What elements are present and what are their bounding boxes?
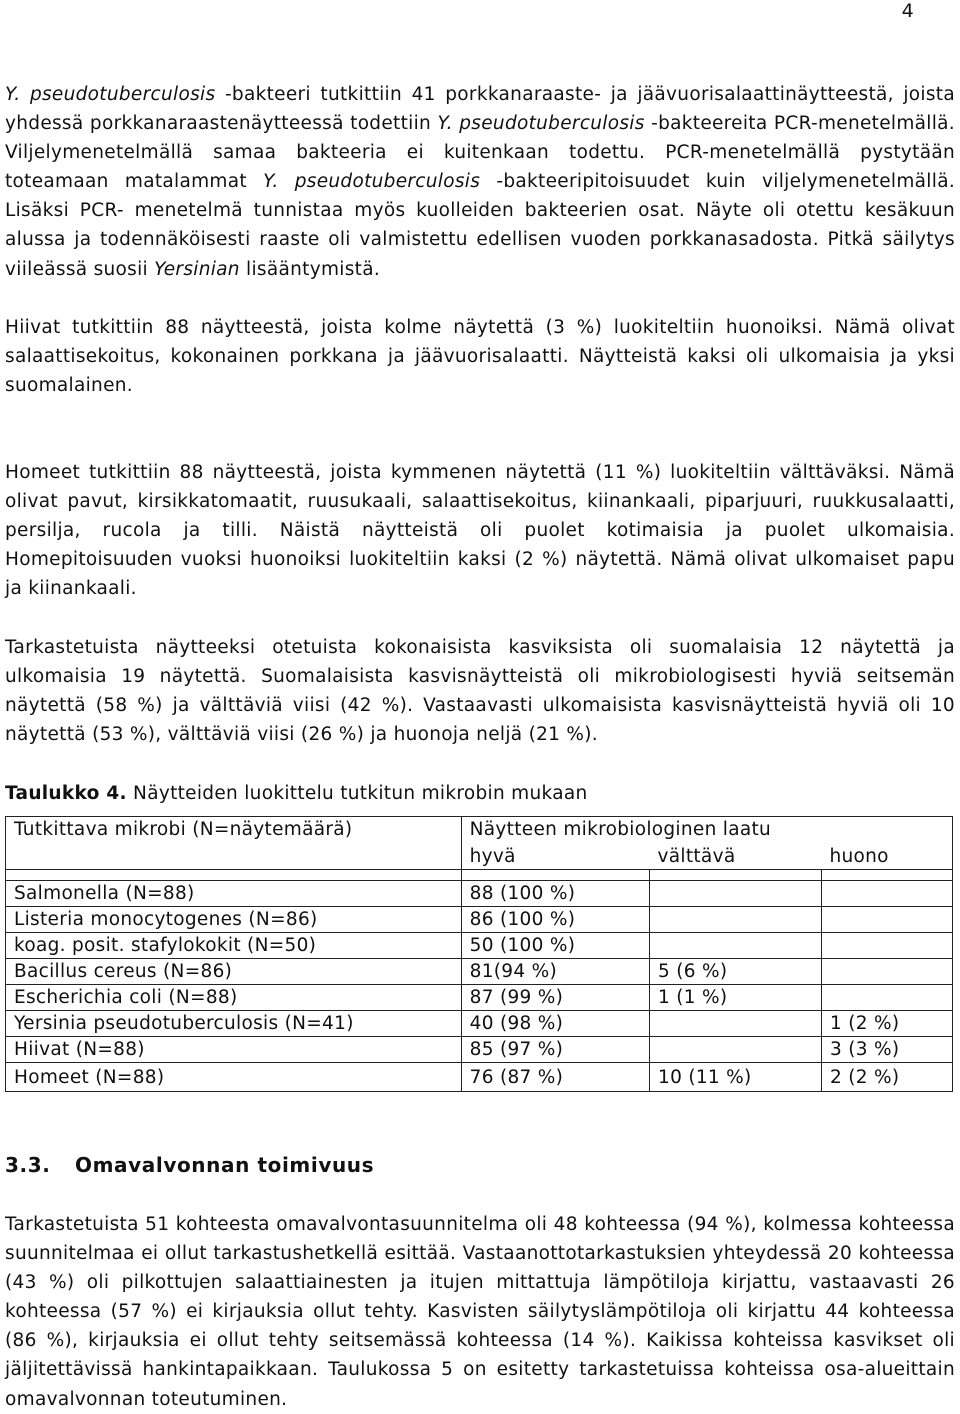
table-header-row <box>6 817 953 845</box>
paragraph-text: -bakteeri tutkittiin 41 porkkanaraaste- ja jäävuorisalaattinäytteestä, joista yhdessä porkkanaraastenäytteessä todettiin <box>5 84 955 135</box>
table-row <box>6 907 953 933</box>
table-cell-fair: 10 (11 %) <box>650 1063 822 1092</box>
table-caption-text: Näytteiden luokittelu tutkitun mikrobin mukaan <box>126 783 588 804</box>
paragraph-self-monitoring: Tarkastetuista 51 kohteesta omavalvontasuunnitelma oli 48 kohteessa (94 %), kolmessa kohteessa suunnitelmaa ei ollut tarkastushetkellä esittää. Vastaanottotarkastuksien yhteydessä 20 kohteessa (43 %) oli pilkottujen salaattiainesten ja itujen mittattuja lämpötiloja kirjattu, vastaavasti 26 kohteessa (57 %) ei kirjauksia ollut tehty. Kasvisten säilytyslämpötiloja oli kirjattu 44 kohteessa (86 %), kirjauksia ei ollut tehty seitsemässä kohteessa (14 %). Kaikissa kohteissa kasvikset oli jäljitettävissä hankintapaikkaan. Taulukossa 5 on esitetty tarkastetuissa kohteissa osa-alueittain omavalvonnan toteutuminen. <box>5 1214 955 1410</box>
species-name-italic: Y. pseudotuberculosis <box>437 113 645 135</box>
table-cell-good: 86 (100 %) <box>461 907 649 933</box>
table-cell-fair <box>650 933 822 959</box>
section-heading <box>5 1153 374 1177</box>
table-row <box>6 881 953 907</box>
table-row <box>6 1063 953 1092</box>
table-cell-good: 76 (87 %) <box>461 1063 649 1092</box>
table-caption-label: Taulukko 4. <box>5 783 127 804</box>
species-name-italic: Y. pseudotuberculosis <box>263 171 481 193</box>
table-cell-good: 88 (100 %) <box>461 881 649 907</box>
paragraph-text: -bakteeripitoisuudet kuin viljelymenetelmällä. Lisäksi PCR- menetelmä tunnistaa myös kuolleiden bakteerien osat. Näyte oli otettu kesäkuun alussa ja todennäköisesti raaste oli valmistettu edellisen vuoden porkkanasadosta. Pitkä säilytys viileässä suosii <box>5 171 956 280</box>
table-subheader-good: hyvä <box>461 844 649 870</box>
table-cell-good: 50 (100 %) <box>461 933 649 959</box>
paragraph-yersinia <box>5 80 955 284</box>
table-cell-fair: 1 (1 %) <box>650 985 822 1011</box>
table-cell-microbe: Yersinia pseudotuberculosis (N=41) <box>6 1011 462 1037</box>
table-caption <box>5 779 588 808</box>
table-cell-poor <box>821 985 952 1011</box>
table-cell-good: 40 (98 %) <box>461 1011 649 1037</box>
table-subheader-poor: huono <box>821 844 952 870</box>
table-cell-microbe: koag. posit. stafylokokit (N=50) <box>6 933 462 959</box>
paragraph-text: lisääntymistä. <box>239 258 381 280</box>
genus-name-italic: Yersinian <box>154 258 240 280</box>
section-title: Omavalvonnan toimivuus <box>75 1153 375 1177</box>
table-cell-poor: 1 (2 %) <box>821 1011 952 1037</box>
table-cell-poor <box>821 933 952 959</box>
table-cell-microbe: Escherichia coli (N=88) <box>6 985 462 1011</box>
species-name-italic: Y. pseudotuberculosis <box>5 84 216 105</box>
table-cell-fair <box>650 907 822 933</box>
table-cell-fair <box>650 881 822 907</box>
table-cell-fair: 5 (6 %) <box>650 959 822 985</box>
table-header-microbe: Tutkittava mikrobi (N=näytemäärä) <box>6 817 462 870</box>
table-cell-poor <box>821 881 952 907</box>
table-cell-poor <box>821 907 952 933</box>
table-row <box>6 1037 953 1063</box>
table-subheader-fair: välttävä <box>650 844 822 870</box>
table-cell-poor: 2 (2 %) <box>821 1063 952 1092</box>
table-cell-microbe: Listeria monocytogenes (N=86) <box>6 907 462 933</box>
table-cell-fair <box>650 1037 822 1063</box>
section-number: 3.3. <box>5 1153 51 1177</box>
paragraph-text: -bakteereita PCR-menetelmällä. Viljelymenetelmällä samaa bakteeria ei kuitenkaan todettu. PCR-menetelmällä pystytään toteamaan matalammat <box>5 113 955 193</box>
table-spacer-row <box>6 870 953 881</box>
table-cell-microbe: Bacillus cereus (N=86) <box>6 959 462 985</box>
table-cell-good: 81(94 %) <box>461 959 649 985</box>
paragraph-yeasts: Hiivat tutkittiin 88 näytteestä, joista kolme näytettä (3 %) luokiteltiin huonoiksi. Nämä olivat salaattisekoitus, kokonainen porkkana ja jäävuorisalaatti. Näytteistä kaksi oli ulkomaisia ja yksi suomalainen. <box>5 317 955 397</box>
table-cell-good: 85 (97 %) <box>461 1037 649 1063</box>
table-row <box>6 959 953 985</box>
paragraph-vegetables: Tarkastetuista näytteeksi otetuista kokonaisista kasviksista oli suomalaisia 12 näytettä ja ulkomaisia 19 näytettä. Suomalaisista kasvisnäytteistä oli mikrobiologisesti hyviä seitsemän näytettä (58 %) ja välttäviä viisi (42 %). Vastaavasti ulkomaisista kasvisnäytteistä hyviä oli 10 näytettä (53 %), välttäviä viisi (26 %) ja huonoja neljä (21 %). <box>5 637 955 746</box>
table-cell-microbe: Salmonella (N=88) <box>6 881 462 907</box>
table-cell-microbe: Hiivat (N=88) <box>6 1037 462 1063</box>
table-row <box>6 1011 953 1037</box>
table-header-quality: Näytteen mikrobiologinen laatu <box>461 817 952 845</box>
table-row <box>6 985 953 1011</box>
table-cell-fair <box>650 1011 822 1037</box>
table-cell-good: 87 (99 %) <box>461 985 649 1011</box>
table-cell-poor <box>821 959 952 985</box>
paragraph-molds: Homeet tutkittiin 88 näytteestä, joista kymmenen näytettä (11 %) luokiteltiin välttäväksi. Nämä olivat pavut, kirsikkatomaatit, ruusukaali, salaattisekoitus, kiinankaali, piparjuuri, ruukkusalaatti, persilja, rucola ja tilli. Näistä näytteistä oli puolet kotimaisia ja puolet ulkomaisia. Homepitoisuuden vuoksi huonoiksi luokiteltiin kaksi (2 %) näytettä. Nämä olivat ulkomaiset papu ja kiinankaali. <box>5 462 955 600</box>
page-number: 4 <box>901 0 914 22</box>
microbe-classification-table <box>5 816 953 1092</box>
table-cell-poor: 3 (3 %) <box>821 1037 952 1063</box>
table-cell-microbe: Homeet (N=88) <box>6 1063 462 1092</box>
table-row <box>6 933 953 959</box>
